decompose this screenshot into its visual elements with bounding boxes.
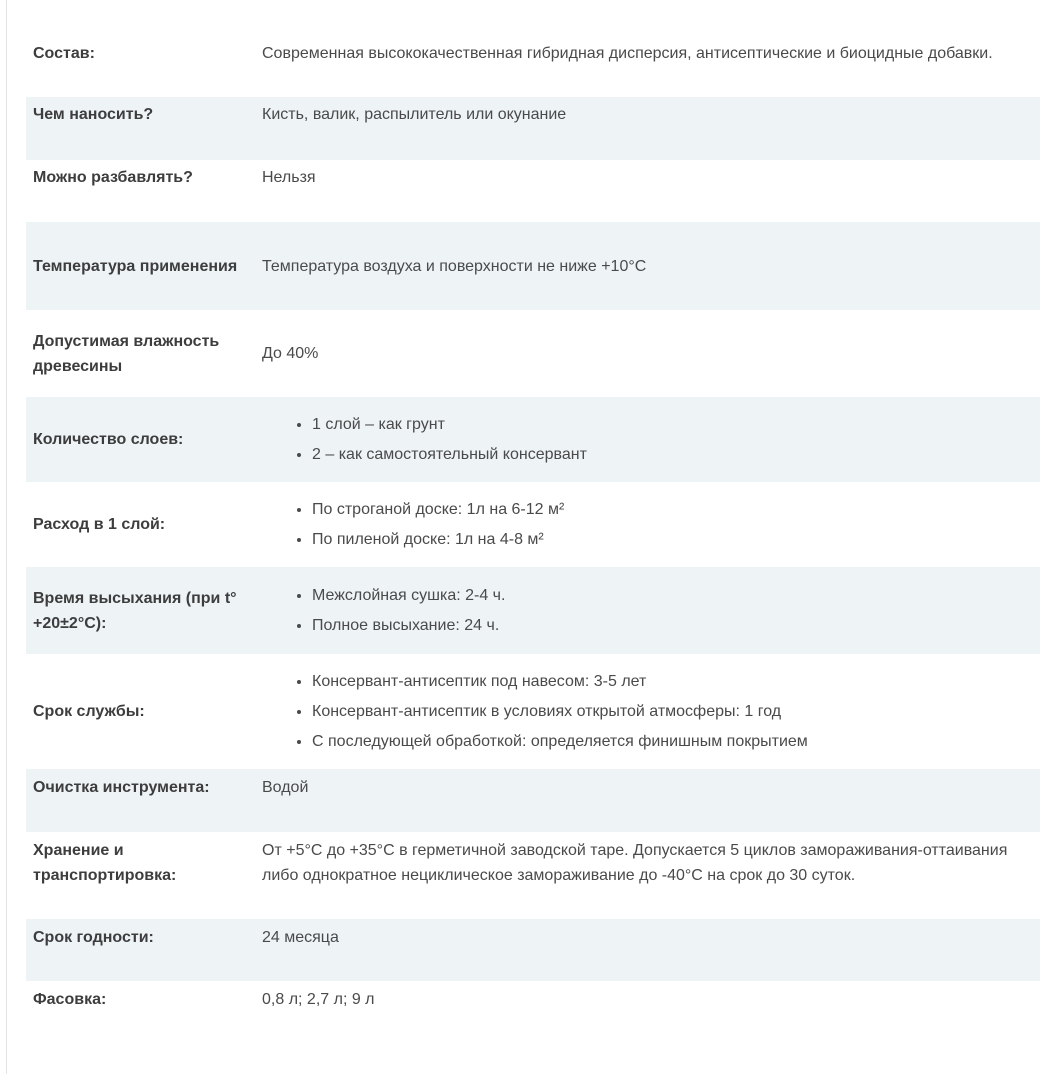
spec-value — [262, 495, 1040, 555]
bullet-list — [262, 667, 1020, 757]
spec-label: Температура применения — [33, 257, 238, 275]
spec-label: Время высыхания (при t° +20±2°C): — [33, 589, 237, 632]
spec-value: Нельзя — [262, 169, 316, 186]
spec-value — [262, 581, 1040, 641]
spec-value: 24 месяца — [262, 929, 339, 946]
spec-value: Современная высококачественная гибридная дисперсия, антисептические и биоцидные добавки. — [262, 45, 993, 62]
spec-table — [26, 10, 1040, 1043]
spec-label: Чем наносить? — [33, 106, 154, 123]
spec-row-cleaning — [26, 769, 1040, 832]
spec-row-dilution — [26, 160, 1040, 222]
spec-value: До 40% — [262, 345, 319, 362]
bullet-list — [262, 410, 1020, 470]
spec-value — [262, 410, 1040, 470]
spec-label: Фасовка: — [33, 991, 107, 1008]
spec-row-temperature — [26, 222, 1040, 310]
spec-label: Хранение и транспортировка: — [33, 842, 177, 884]
spec-label: Можно разбавлять? — [33, 169, 193, 186]
spec-row-drying — [26, 567, 1040, 654]
spec-row-storage — [26, 832, 1040, 919]
spec-value — [262, 667, 1040, 757]
list-item: • По пиленой доске: 1л на 4-8 м² — [312, 525, 1020, 555]
left-border — [6, 0, 7, 1074]
spec-label: Количество слоев: — [33, 431, 184, 448]
spec-label: Допустимая влажность древесины — [33, 332, 220, 375]
list-item: • Консервант-антисептик под навесом: 3-5 лет — [312, 667, 1020, 697]
list-item: • С последующей обработкой: определяется финишным покрытием — [312, 727, 1020, 757]
list-item: • 1 слой – как грунт — [312, 410, 1020, 440]
list-item: • По строганой доске: 1л на 6-12 м² — [312, 495, 1020, 525]
spec-label: Срок службы: — [33, 703, 145, 720]
list-item: • Полное высыхание: 24 ч. — [312, 611, 1020, 641]
spec-row-consumption — [26, 482, 1040, 567]
spec-value: Температура воздуха и поверхности не ниже +10°C — [262, 257, 647, 275]
bullet-list — [262, 495, 1020, 555]
bullet-list — [262, 581, 1020, 641]
spec-value: Кисть, валик, распылитель или окунание — [262, 106, 567, 123]
spec-row-layers — [26, 397, 1040, 482]
spec-row-shelf-life — [26, 919, 1040, 981]
spec-value: 0,8 л; 2,7 л; 9 л — [262, 991, 375, 1008]
spec-row-packaging — [26, 981, 1040, 1043]
spec-row-application — [26, 97, 1040, 160]
list-item: • Межслойная сушка: 2-4 ч. — [312, 581, 1020, 611]
list-item: • 2 – как самостоятельный консервант — [312, 440, 1020, 470]
spec-label: Расход в 1 слой: — [33, 516, 166, 533]
spec-label: Состав: — [33, 45, 95, 62]
spec-value: Водой — [262, 779, 309, 796]
spec-value: От +5°C до +35°C в герметичной заводской таре. Допускается 5 циклов замораживания-оттаивания либо однократное нециклическое замораживание до -40°C на срок до 30 суток. — [262, 842, 1008, 884]
spec-row-composition — [26, 10, 1040, 97]
spec-row-service-life — [26, 654, 1040, 769]
list-item: • Консервант-антисептик в условиях открытой атмосферы: 1 год — [312, 697, 1020, 727]
spec-row-humidity — [26, 310, 1040, 397]
spec-label: Срок годности: — [33, 929, 154, 946]
spec-label: Очистка инструмента: — [33, 779, 210, 796]
